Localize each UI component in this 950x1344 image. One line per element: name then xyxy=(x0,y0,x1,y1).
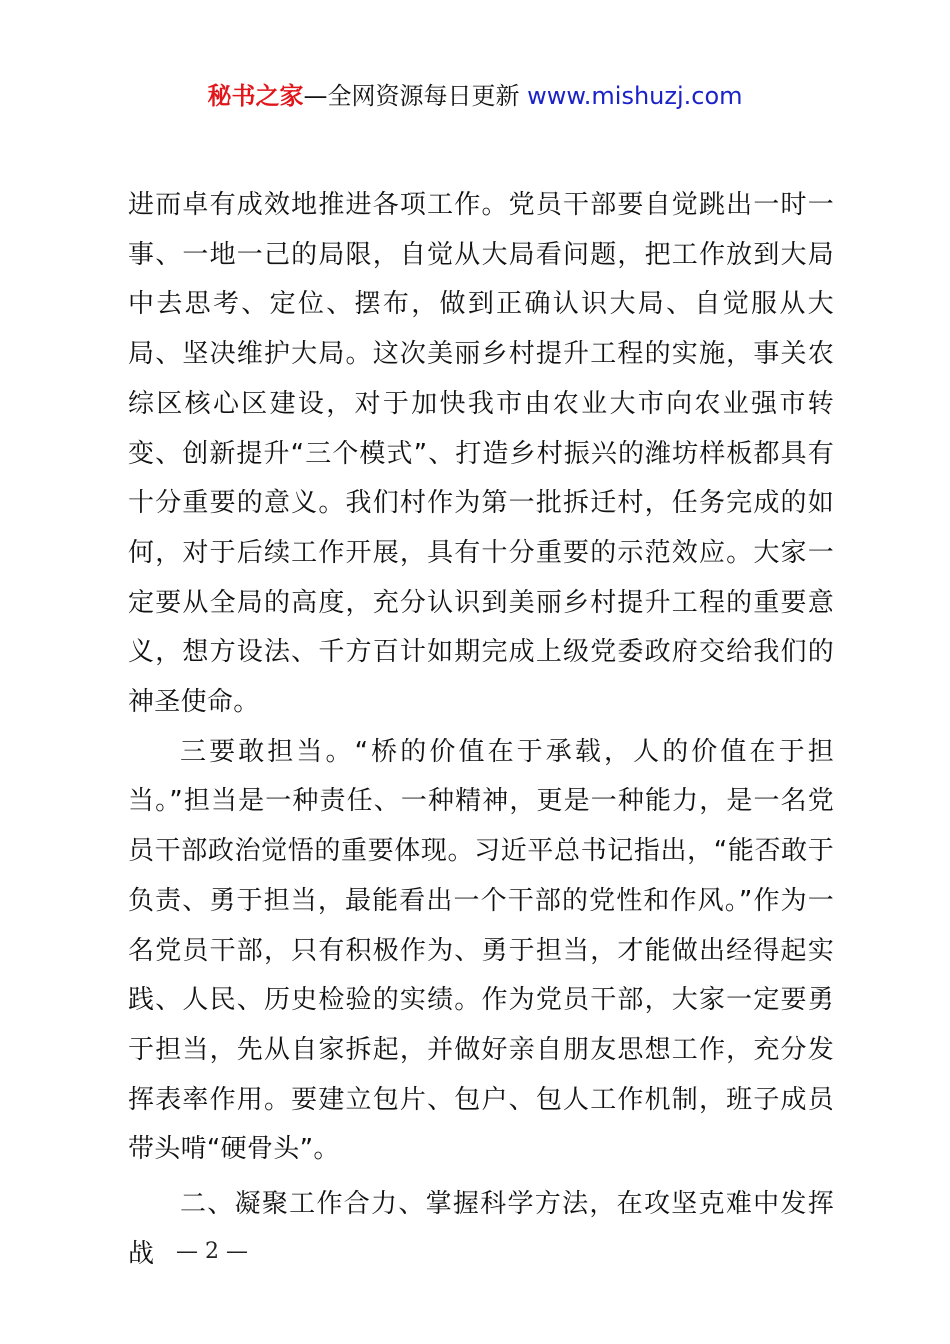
site-url[interactable]: www.mishuzj.com xyxy=(527,82,743,110)
paragraph-continuation: 进而卓有成效地推进各项工作。党员干部要自觉跳出一时一事、一地一己的局限，自觉从大局看问题，把工作放到大局中去思考、定位、摆布，做到正确认识大局、自觉服从大局、坚决维护大局。这次美丽乡村提升工程的实施，事关农综区核心区建设，对于加快我市由农业大市向农业强市转变、创新提升“三个模式”、打造乡村振兴的潍坊样板都具有十分重要的意义。我们村作为第一批拆迁村，任务完成的如何，对于后续工作开展，具有十分重要的示范效应。大家一定要从全局的高度，充分认识到美丽乡村提升工程的重要意义，想方设法、千方百计如期完成上级党委政府交给我们的神圣使命。 xyxy=(128,190,834,718)
site-brand: 秘书之家 xyxy=(207,82,304,110)
section-heading-two: 二、凝聚工作合力、掌握科学方法，在攻坚克难中发挥战 xyxy=(128,1189,834,1269)
page-number: — 2 — xyxy=(176,1239,248,1264)
site-header xyxy=(0,80,950,112)
site-slogan: —全网资源每日更新 xyxy=(303,82,520,110)
document-body xyxy=(128,181,834,1279)
paragraph-dare-to-take-responsibility: 三要敢担当。“桥的价值在于承载，人的价值在于担当。”担当是一种责任、一种精神，更是一种能力，是一名党员干部政治觉悟的重要体现。习近平总书记指出，“能否敢于负责、勇于担当，最能看出一个干部的党性和作风。”作为一名党员干部，只有积极作为、勇于担当，才能做出经得起实践、人民、历史检验的实绩。作为党员干部，大家一定要勇于担当，先从自家拆起，并做好亲自朋友思想工作，充分发挥表率作用。要建立包片、包户、包人工作机制，班子成员带头啃“硬骨头”。 xyxy=(128,736,834,1165)
